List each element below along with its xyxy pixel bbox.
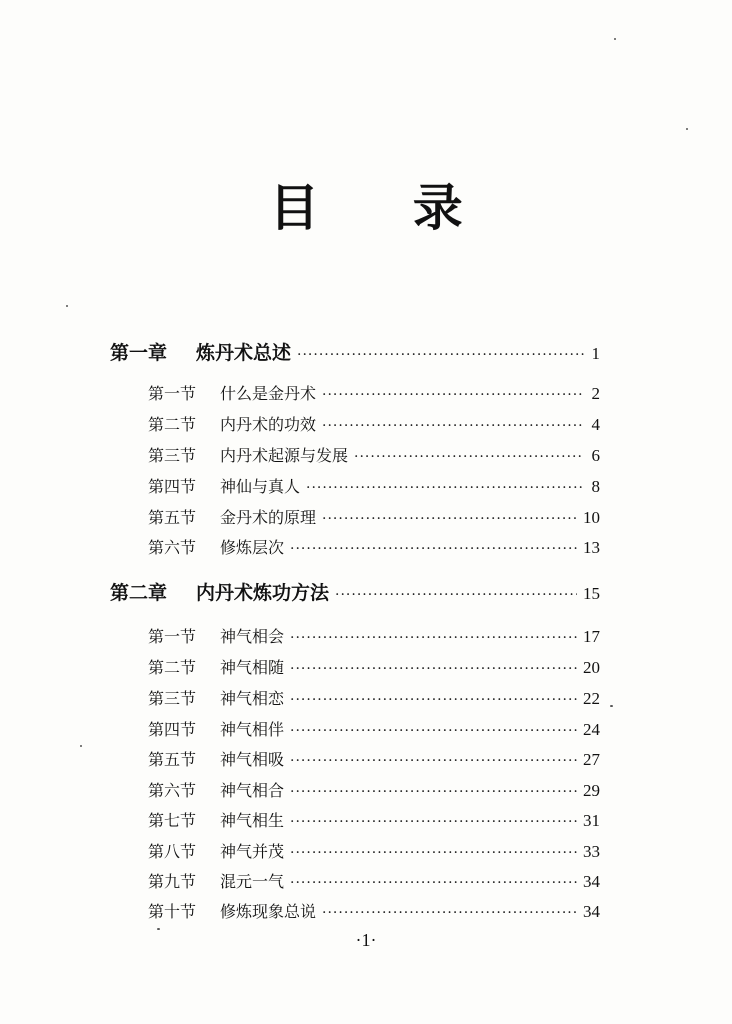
section-number: 第二节 bbox=[148, 415, 197, 434]
dot-leader bbox=[322, 905, 577, 921]
section-number: 第五节 bbox=[148, 750, 197, 769]
toc-section-1-5[interactable] bbox=[148, 505, 600, 528]
dot-leader bbox=[290, 753, 577, 769]
dot-leader bbox=[322, 418, 584, 434]
dot-leader bbox=[354, 449, 584, 465]
section-page: 13 bbox=[583, 538, 600, 557]
toc-section-2-10[interactable] bbox=[148, 899, 600, 922]
dot-leader bbox=[290, 845, 577, 861]
section-title: 内丹术起源与发展 bbox=[220, 446, 349, 465]
section-number: 第九节 bbox=[148, 872, 197, 891]
dot-leader bbox=[290, 630, 577, 646]
section-page: 22 bbox=[583, 689, 600, 708]
section-page: 20 bbox=[583, 658, 600, 677]
dot-leader bbox=[335, 587, 577, 603]
dot-leader bbox=[290, 661, 577, 677]
chapter-page: 1 bbox=[591, 344, 600, 363]
dot-leader bbox=[290, 692, 577, 708]
section-number: 第八节 bbox=[148, 842, 197, 861]
section-title: 神气相伴 bbox=[220, 720, 285, 739]
scan-speck bbox=[157, 928, 160, 930]
section-page: 10 bbox=[583, 508, 600, 527]
section-page: 8 bbox=[591, 477, 600, 496]
dot-leader bbox=[306, 480, 584, 496]
toc-chapter-1[interactable] bbox=[110, 338, 600, 365]
toc-chapter-2[interactable] bbox=[110, 578, 600, 605]
toc-section-2-3[interactable] bbox=[148, 686, 600, 709]
section-number: 第七节 bbox=[148, 811, 197, 830]
section-number: 第四节 bbox=[148, 477, 197, 496]
section-page: 24 bbox=[583, 720, 600, 739]
section-number: 第六节 bbox=[148, 781, 197, 800]
chapter-number: 第一章 bbox=[110, 342, 168, 364]
section-title: 修炼层次 bbox=[220, 538, 285, 557]
section-number: 第二节 bbox=[148, 658, 197, 677]
dot-leader bbox=[322, 511, 577, 527]
section-page: 34 bbox=[583, 902, 600, 921]
toc-section-1-1[interactable] bbox=[148, 381, 600, 404]
section-number: 第一节 bbox=[148, 384, 197, 403]
chapter-number: 第二章 bbox=[110, 582, 168, 604]
section-number: 第三节 bbox=[148, 689, 197, 708]
section-title: 神仙与真人 bbox=[220, 477, 301, 496]
section-number: 第四节 bbox=[148, 720, 197, 739]
scan-speck bbox=[614, 38, 616, 40]
dot-leader bbox=[290, 875, 577, 891]
section-page: 29 bbox=[583, 781, 600, 800]
toc-section-2-2[interactable] bbox=[148, 655, 600, 678]
scan-speck bbox=[686, 128, 688, 130]
section-page: 17 bbox=[583, 627, 600, 646]
dot-leader bbox=[290, 541, 577, 557]
section-number: 第五节 bbox=[148, 508, 197, 527]
chapter-title: 内丹术炼功方法 bbox=[196, 582, 330, 604]
toc-section-1-2[interactable] bbox=[148, 412, 600, 435]
dot-leader bbox=[297, 347, 584, 363]
section-page: 34 bbox=[583, 872, 600, 891]
toc-section-2-9[interactable] bbox=[148, 869, 600, 892]
page-title: 目 录 bbox=[269, 178, 501, 237]
dot-leader bbox=[290, 814, 577, 830]
section-page: 4 bbox=[591, 415, 600, 434]
scan-speck bbox=[80, 745, 82, 747]
section-number: 第十节 bbox=[148, 902, 197, 921]
section-title: 神气相恋 bbox=[220, 689, 285, 708]
section-title: 神气相生 bbox=[220, 811, 285, 830]
section-number: 第一节 bbox=[148, 627, 197, 646]
section-page: 27 bbox=[583, 750, 600, 769]
toc-section-2-5[interactable] bbox=[148, 747, 600, 770]
chapter-title: 炼丹术总述 bbox=[196, 342, 292, 364]
section-title: 神气相随 bbox=[220, 658, 285, 677]
toc-section-2-8[interactable] bbox=[148, 839, 600, 862]
scan-speck bbox=[66, 305, 68, 307]
toc-section-1-4[interactable] bbox=[148, 474, 600, 497]
section-title: 什么是金丹术 bbox=[220, 384, 317, 403]
section-page: 6 bbox=[591, 446, 600, 465]
section-title: 神气相合 bbox=[220, 781, 285, 800]
dot-leader bbox=[290, 723, 577, 739]
toc-section-1-3[interactable] bbox=[148, 443, 600, 466]
section-page: 2 bbox=[591, 384, 600, 403]
dot-leader bbox=[322, 387, 584, 403]
toc-section-2-6[interactable] bbox=[148, 778, 600, 801]
section-page: 33 bbox=[583, 842, 600, 861]
chapter-page: 15 bbox=[583, 584, 600, 603]
section-title: 混元一气 bbox=[220, 872, 285, 891]
section-title: 神气并茂 bbox=[220, 842, 285, 861]
section-title: 神气相会 bbox=[220, 627, 285, 646]
toc-section-2-4[interactable] bbox=[148, 717, 600, 740]
toc-section-1-6[interactable] bbox=[148, 535, 600, 558]
section-number: 第六节 bbox=[148, 538, 197, 557]
toc-section-2-7[interactable] bbox=[148, 808, 600, 831]
page-number: ·1· bbox=[355, 930, 377, 950]
section-page: 31 bbox=[583, 811, 600, 830]
scan-speck bbox=[610, 705, 613, 707]
toc-section-2-1[interactable] bbox=[148, 624, 600, 647]
section-title: 内丹术的功效 bbox=[220, 415, 317, 434]
section-title: 金丹术的原理 bbox=[220, 508, 317, 527]
section-title: 神气相吸 bbox=[220, 750, 285, 769]
section-number: 第三节 bbox=[148, 446, 197, 465]
section-title: 修炼现象总说 bbox=[220, 902, 317, 921]
dot-leader bbox=[290, 784, 577, 800]
